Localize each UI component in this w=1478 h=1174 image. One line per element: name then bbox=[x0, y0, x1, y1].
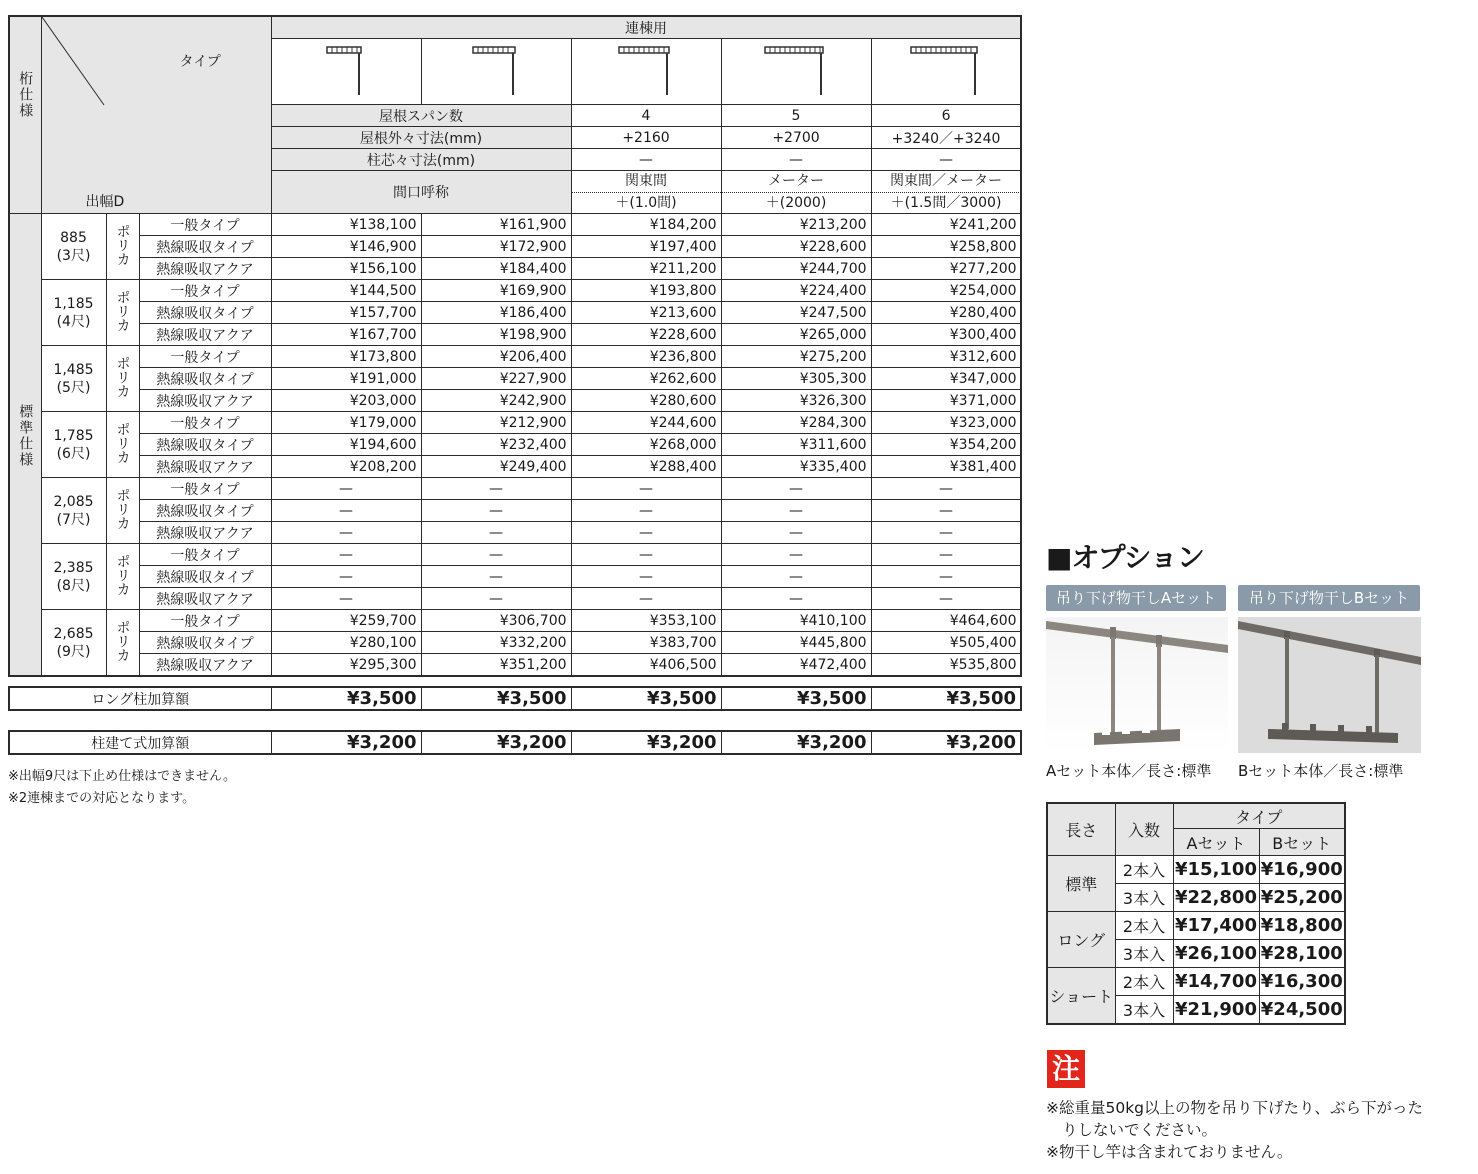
set-b-caption: Bセット本体／長さ:標準 bbox=[1238, 762, 1404, 780]
qty-header: 入数 bbox=[1115, 803, 1173, 856]
type-header: タイプ bbox=[1173, 803, 1345, 829]
diagonal-line bbox=[42, 17, 272, 212]
price-cell: ¥244,600 bbox=[571, 412, 721, 434]
price-cell: ¥306,700 bbox=[421, 610, 571, 632]
price-cell: ¥300,400 bbox=[871, 324, 1021, 346]
pillar-style-price: ¥3,200 bbox=[571, 731, 721, 754]
price-cell: — bbox=[721, 544, 871, 566]
depth-shaku: (4尺) bbox=[56, 313, 91, 330]
length-cell: ショート bbox=[1047, 968, 1115, 1025]
material-text: ポリカ bbox=[114, 553, 131, 596]
option-row bbox=[1047, 912, 1345, 940]
price-cell: ¥146,900 bbox=[271, 236, 421, 258]
price-cell: — bbox=[571, 588, 721, 610]
table-row bbox=[9, 258, 1021, 280]
roof-icon bbox=[471, 43, 521, 101]
price-cell: — bbox=[871, 588, 1021, 610]
set-b-price: ¥18,800 bbox=[1259, 912, 1345, 940]
caution-line: りしないでください。 bbox=[1062, 1121, 1218, 1139]
panel-type-cell: 一般タイプ bbox=[139, 280, 271, 302]
set-a-caption: Aセット本体／長さ:標準 bbox=[1046, 762, 1212, 780]
table-row bbox=[9, 368, 1021, 390]
qty-cell: 2本入 bbox=[1115, 856, 1173, 884]
panel-type-cell: 熱線吸収アクア bbox=[139, 654, 271, 677]
material-cell bbox=[106, 412, 139, 478]
price-cell: ¥535,800 bbox=[871, 654, 1021, 677]
material-cell bbox=[106, 478, 139, 544]
roof-icon bbox=[763, 43, 829, 101]
price-cell: ¥206,400 bbox=[421, 346, 571, 368]
depth-cell bbox=[41, 610, 106, 677]
panel-type-cell: 熱線吸収タイプ bbox=[139, 368, 271, 390]
price-cell: ¥249,400 bbox=[421, 456, 571, 478]
qty-cell: 2本入 bbox=[1115, 912, 1173, 940]
material-cell bbox=[106, 346, 139, 412]
roof-type-cell bbox=[721, 39, 871, 105]
price-cell: ¥173,800 bbox=[271, 346, 421, 368]
depth-mm: 885 bbox=[60, 229, 87, 246]
pillar-style-price: ¥3,200 bbox=[271, 731, 421, 754]
price-cell: — bbox=[721, 588, 871, 610]
group-label: 連棟用 bbox=[271, 16, 1021, 39]
price-cell: ¥247,500 bbox=[721, 302, 871, 324]
price-cell: — bbox=[721, 522, 871, 544]
depth-shaku: (9尺) bbox=[56, 643, 91, 660]
frontage-cell bbox=[871, 171, 1021, 214]
type-label: タイプ bbox=[179, 54, 221, 70]
frontage-cell bbox=[721, 171, 871, 214]
roof-icon bbox=[325, 43, 367, 101]
price-table bbox=[8, 15, 1022, 677]
table-row bbox=[9, 346, 1021, 368]
panel-type-cell: 熱線吸収タイプ bbox=[139, 566, 271, 588]
pillar-style-price: ¥3,200 bbox=[871, 731, 1021, 754]
option-row bbox=[1047, 968, 1345, 996]
frontage-name: メーター bbox=[768, 173, 825, 189]
panel-type-cell: 一般タイプ bbox=[139, 610, 271, 632]
price-cell: ¥323,000 bbox=[871, 412, 1021, 434]
price-cell: ¥280,600 bbox=[571, 390, 721, 412]
price-cell: — bbox=[271, 544, 421, 566]
material-text: ポリカ bbox=[114, 421, 131, 464]
panel-type-cell: 熱線吸収タイプ bbox=[139, 500, 271, 522]
depth-mm: 2,685 bbox=[53, 625, 94, 642]
depth-mm: 2,385 bbox=[53, 559, 94, 576]
set-a-header: Aセット bbox=[1173, 829, 1259, 856]
material-text: ポリカ bbox=[114, 619, 131, 662]
price-cell: — bbox=[871, 522, 1021, 544]
set-a-price: ¥14,700 bbox=[1173, 968, 1259, 996]
option-row bbox=[1047, 856, 1345, 884]
set-b-header: Bセット bbox=[1259, 829, 1345, 856]
price-cell: ¥284,300 bbox=[721, 412, 871, 434]
long-post-price: ¥3,500 bbox=[571, 687, 721, 710]
panel-type-cell: 一般タイプ bbox=[139, 544, 271, 566]
price-cell: ¥505,400 bbox=[871, 632, 1021, 654]
price-cell: ¥259,700 bbox=[271, 610, 421, 632]
price-cell: ¥464,600 bbox=[871, 610, 1021, 632]
price-cell: — bbox=[571, 500, 721, 522]
price-cell: ¥354,200 bbox=[871, 434, 1021, 456]
material-text: ポリカ bbox=[114, 355, 131, 398]
price-cell: ¥157,700 bbox=[271, 302, 421, 324]
long-post-table bbox=[8, 686, 1022, 711]
depth-shaku: (6尺) bbox=[56, 445, 91, 462]
price-cell: ¥138,100 bbox=[271, 214, 421, 236]
depth-mm: 1,185 bbox=[53, 295, 94, 312]
price-cell: ¥186,400 bbox=[421, 302, 571, 324]
table-row bbox=[9, 302, 1021, 324]
price-cell: ¥227,900 bbox=[421, 368, 571, 390]
price-cell: ¥305,300 bbox=[721, 368, 871, 390]
price-cell: ¥254,000 bbox=[871, 280, 1021, 302]
price-cell: ¥268,000 bbox=[571, 434, 721, 456]
price-cell: ¥236,800 bbox=[571, 346, 721, 368]
caution-badge: 注 bbox=[1047, 1050, 1085, 1088]
price-cell: — bbox=[421, 566, 571, 588]
price-cell: — bbox=[571, 522, 721, 544]
price-cell: ¥326,300 bbox=[721, 390, 871, 412]
price-cell: ¥213,600 bbox=[571, 302, 721, 324]
price-cell: ¥197,400 bbox=[571, 236, 721, 258]
table-row bbox=[9, 280, 1021, 302]
price-cell: — bbox=[271, 588, 421, 610]
price-cell: — bbox=[421, 588, 571, 610]
price-cell: ¥445,800 bbox=[721, 632, 871, 654]
table-row bbox=[9, 390, 1021, 412]
price-cell: — bbox=[271, 522, 421, 544]
length-cell: 標準 bbox=[1047, 856, 1115, 912]
table-row bbox=[9, 610, 1021, 632]
set-b-price: ¥28,100 bbox=[1259, 940, 1345, 968]
table-row bbox=[9, 500, 1021, 522]
depth-shaku: (7尺) bbox=[56, 511, 91, 528]
panel-type-cell: 熱線吸収アクア bbox=[139, 588, 271, 610]
header-row-label: 柱芯々寸法(mm) bbox=[271, 149, 571, 171]
panel-type-cell: 熱線吸収アクア bbox=[139, 522, 271, 544]
long-post-price: ¥3,500 bbox=[271, 687, 421, 710]
material-cell bbox=[106, 280, 139, 346]
note-text: ※2連棟までの対応となります。 bbox=[8, 791, 196, 806]
material-text: ポリカ bbox=[114, 223, 131, 266]
price-cell: ¥172,900 bbox=[421, 236, 571, 258]
depth-cell bbox=[41, 346, 106, 412]
long-post-price: ¥3,500 bbox=[721, 687, 871, 710]
panel-type-cell: 熱線吸収タイプ bbox=[139, 632, 271, 654]
price-cell: ¥191,000 bbox=[271, 368, 421, 390]
price-cell: ¥144,500 bbox=[271, 280, 421, 302]
table-row bbox=[9, 522, 1021, 544]
price-cell: ¥224,400 bbox=[721, 280, 871, 302]
option-price-table bbox=[1046, 802, 1346, 1025]
roof-type-cell bbox=[421, 39, 571, 105]
set-a-price: ¥22,800 bbox=[1173, 884, 1259, 912]
panel-type-cell: 熱線吸収アクア bbox=[139, 456, 271, 478]
price-cell: ¥381,400 bbox=[871, 456, 1021, 478]
header-row-label: 屋根外々寸法(mm) bbox=[271, 127, 571, 149]
pillar-style-label: 柱建て式加算額 bbox=[9, 731, 271, 754]
depth-shaku: (5尺) bbox=[56, 379, 91, 396]
set-b-price: ¥24,500 bbox=[1259, 996, 1345, 1025]
set-b-tag: 吊り下げ物干しBセット bbox=[1238, 585, 1420, 611]
price-cell: ¥280,100 bbox=[271, 632, 421, 654]
header-corner bbox=[41, 16, 271, 214]
price-cell: — bbox=[571, 566, 721, 588]
table-row bbox=[9, 478, 1021, 500]
price-cell: ¥242,900 bbox=[421, 390, 571, 412]
span-count-cell: 5 bbox=[721, 105, 871, 127]
depth-mm: 1,785 bbox=[53, 427, 94, 444]
price-cell: ¥332,200 bbox=[421, 632, 571, 654]
price-cell: ¥295,300 bbox=[271, 654, 421, 677]
price-cell: ¥265,000 bbox=[721, 324, 871, 346]
price-cell: — bbox=[871, 478, 1021, 500]
note-text: ※出幅9尺は下止め仕様はできません。 bbox=[8, 769, 236, 784]
depth-cell bbox=[41, 544, 106, 610]
price-cell: — bbox=[871, 544, 1021, 566]
price-cell: ¥244,700 bbox=[721, 258, 871, 280]
price-cell: — bbox=[421, 522, 571, 544]
price-cell: — bbox=[571, 544, 721, 566]
post-size-cell: — bbox=[571, 149, 721, 171]
price-cell: ¥275,200 bbox=[721, 346, 871, 368]
price-cell: ¥169,900 bbox=[421, 280, 571, 302]
roof-icon bbox=[617, 43, 675, 101]
header-row-label: 屋根スパン数 bbox=[271, 105, 571, 127]
depth-cell bbox=[41, 280, 106, 346]
price-cell: — bbox=[871, 500, 1021, 522]
price-cell: ¥410,100 bbox=[721, 610, 871, 632]
price-cell: ¥212,900 bbox=[421, 412, 571, 434]
depth-label: 出幅D bbox=[85, 194, 125, 210]
span-count-cell: 4 bbox=[571, 105, 721, 127]
price-cell: — bbox=[721, 500, 871, 522]
price-cell: — bbox=[421, 544, 571, 566]
panel-type-cell: 一般タイプ bbox=[139, 346, 271, 368]
long-post-price: ¥3,500 bbox=[871, 687, 1021, 710]
material-cell bbox=[106, 544, 139, 610]
qty-cell: 3本入 bbox=[1115, 884, 1173, 912]
outer-size-cell: +2160 bbox=[571, 127, 721, 149]
span-count-cell: 6 bbox=[871, 105, 1021, 127]
pillar-style-price: ¥3,200 bbox=[721, 731, 871, 754]
table-row bbox=[9, 588, 1021, 610]
price-cell: — bbox=[721, 566, 871, 588]
price-cell: — bbox=[421, 478, 571, 500]
price-cell: — bbox=[721, 478, 871, 500]
panel-type-cell: 一般タイプ bbox=[139, 412, 271, 434]
price-cell: ¥311,600 bbox=[721, 434, 871, 456]
spec-side-label: 桁仕様 bbox=[9, 16, 41, 214]
price-cell: ¥353,100 bbox=[571, 610, 721, 632]
price-cell: ¥232,400 bbox=[421, 434, 571, 456]
panel-type-cell: 熱線吸収アクア bbox=[139, 258, 271, 280]
caution-line: ※総重量50kg以上の物を吊り下げたり、ぶら下がった bbox=[1046, 1099, 1424, 1117]
material-cell bbox=[106, 214, 139, 280]
set-a-price: ¥21,900 bbox=[1173, 996, 1259, 1025]
standard-spec-label bbox=[9, 214, 41, 677]
price-cell: ¥184,200 bbox=[571, 214, 721, 236]
frontage-name: 関東間 bbox=[625, 173, 668, 189]
caution-line: ※物干し竿は含まれておりません。 bbox=[1046, 1143, 1293, 1161]
table-row bbox=[9, 654, 1021, 677]
price-cell: ¥258,800 bbox=[871, 236, 1021, 258]
standard-spec-text: 標準仕様 bbox=[17, 404, 34, 468]
qty-cell: 2本入 bbox=[1115, 968, 1173, 996]
price-cell: ¥347,000 bbox=[871, 368, 1021, 390]
price-cell: ¥383,700 bbox=[571, 632, 721, 654]
frontage-name: 関東間／メーター bbox=[890, 173, 1003, 189]
price-cell: ¥351,200 bbox=[421, 654, 571, 677]
table-row bbox=[9, 324, 1021, 346]
set-a-photo bbox=[1046, 617, 1228, 753]
length-cell: ロング bbox=[1047, 912, 1115, 968]
panel-type-cell: 一般タイプ bbox=[139, 214, 271, 236]
table-row bbox=[9, 544, 1021, 566]
frontage-cell bbox=[571, 171, 721, 214]
long-post-label: ロング柱加算額 bbox=[9, 687, 271, 710]
price-cell: ¥198,900 bbox=[421, 324, 571, 346]
pillar-style-table bbox=[8, 730, 1022, 755]
price-cell: ¥241,200 bbox=[871, 214, 1021, 236]
price-cell: — bbox=[271, 478, 421, 500]
post-size-cell: — bbox=[721, 149, 871, 171]
panel-type-cell: 熱線吸収タイプ bbox=[139, 302, 271, 324]
qty-cell: 3本入 bbox=[1115, 940, 1173, 968]
price-cell: ¥193,800 bbox=[571, 280, 721, 302]
price-cell: ¥228,600 bbox=[571, 324, 721, 346]
frontage-value: ＋(2000) bbox=[722, 192, 871, 213]
price-cell: ¥288,400 bbox=[571, 456, 721, 478]
material-text: ポリカ bbox=[114, 487, 131, 530]
price-cell: ¥208,200 bbox=[271, 456, 421, 478]
qty-cell: 3本入 bbox=[1115, 996, 1173, 1025]
table-row bbox=[9, 214, 1021, 236]
depth-cell bbox=[41, 214, 106, 280]
set-a-price: ¥17,400 bbox=[1173, 912, 1259, 940]
price-cell: ¥167,700 bbox=[271, 324, 421, 346]
price-cell: ¥335,400 bbox=[721, 456, 871, 478]
pillar-style-price: ¥3,200 bbox=[421, 731, 571, 754]
set-b-price: ¥16,900 bbox=[1259, 856, 1345, 884]
price-cell: ¥262,600 bbox=[571, 368, 721, 390]
price-cell: ¥161,900 bbox=[421, 214, 571, 236]
price-cell: ¥312,600 bbox=[871, 346, 1021, 368]
panel-type-cell: 熱線吸収タイプ bbox=[139, 236, 271, 258]
price-cell: ¥213,200 bbox=[721, 214, 871, 236]
roof-icon bbox=[909, 43, 983, 101]
outer-size-cell: +3240／+3240 bbox=[871, 127, 1021, 149]
roof-type-cell bbox=[571, 39, 721, 105]
outer-size-cell: +2700 bbox=[721, 127, 871, 149]
table-row bbox=[9, 434, 1021, 456]
post-size-cell: — bbox=[871, 149, 1021, 171]
price-cell: — bbox=[271, 500, 421, 522]
price-cell: ¥194,600 bbox=[271, 434, 421, 456]
panel-type-cell: 一般タイプ bbox=[139, 478, 271, 500]
table-row bbox=[9, 632, 1021, 654]
material-text: ポリカ bbox=[114, 289, 131, 332]
set-a-price: ¥15,100 bbox=[1173, 856, 1259, 884]
price-cell: ¥184,400 bbox=[421, 258, 571, 280]
price-cell: ¥228,600 bbox=[721, 236, 871, 258]
depth-mm: 2,085 bbox=[53, 493, 94, 510]
depth-shaku: (3尺) bbox=[56, 247, 91, 264]
table-row bbox=[9, 456, 1021, 478]
table-row bbox=[9, 236, 1021, 258]
set-a-tag: 吊り下げ物干しAセット bbox=[1046, 585, 1226, 611]
price-cell: ¥280,400 bbox=[871, 302, 1021, 324]
price-cell: — bbox=[421, 500, 571, 522]
price-cell: ¥179,000 bbox=[271, 412, 421, 434]
price-cell: — bbox=[271, 566, 421, 588]
price-cell: ¥211,200 bbox=[571, 258, 721, 280]
price-cell: ¥371,000 bbox=[871, 390, 1021, 412]
panel-type-cell: 熱線吸収アクア bbox=[139, 390, 271, 412]
price-cell: ¥472,400 bbox=[721, 654, 871, 677]
price-cell: — bbox=[871, 566, 1021, 588]
frontage-value: ＋(1.0間) bbox=[572, 192, 721, 213]
price-cell: ¥277,200 bbox=[871, 258, 1021, 280]
depth-cell bbox=[41, 478, 106, 544]
depth-shaku: (8尺) bbox=[56, 577, 91, 594]
depth-cell bbox=[41, 412, 106, 478]
header-row-label: 間口呼称 bbox=[271, 171, 571, 214]
long-post-price: ¥3,500 bbox=[421, 687, 571, 710]
material-cell bbox=[106, 610, 139, 677]
option-heading: ■オプション bbox=[1046, 541, 1204, 574]
table-row bbox=[9, 412, 1021, 434]
price-cell: ¥203,000 bbox=[271, 390, 421, 412]
price-cell: — bbox=[571, 478, 721, 500]
table-row bbox=[9, 566, 1021, 588]
set-a-price: ¥26,100 bbox=[1173, 940, 1259, 968]
depth-mm: 1,485 bbox=[53, 361, 94, 378]
price-cell: ¥406,500 bbox=[571, 654, 721, 677]
set-b-photo bbox=[1238, 617, 1421, 753]
panel-type-cell: 熱線吸収タイプ bbox=[139, 434, 271, 456]
roof-type-cell bbox=[871, 39, 1021, 105]
set-b-price: ¥16,300 bbox=[1259, 968, 1345, 996]
roof-type-cell bbox=[271, 39, 421, 105]
set-b-price: ¥25,200 bbox=[1259, 884, 1345, 912]
frontage-value: ＋(1.5間／3000) bbox=[872, 192, 1021, 213]
panel-type-cell: 熱線吸収アクア bbox=[139, 324, 271, 346]
price-cell: ¥156,100 bbox=[271, 258, 421, 280]
length-header: 長さ bbox=[1047, 803, 1115, 856]
